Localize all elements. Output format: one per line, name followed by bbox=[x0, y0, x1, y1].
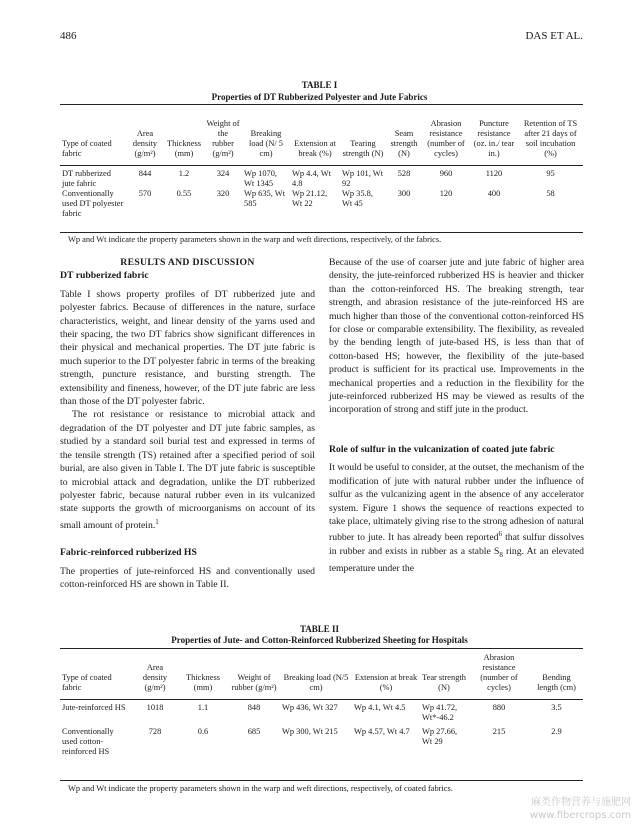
table2-cell: Wp 4.57, Wt 4.7 bbox=[354, 727, 410, 736]
table2-label: TABLE II bbox=[299, 624, 340, 634]
table1-cell: 58 bbox=[546, 189, 555, 198]
table1-col-header: Area density (g/m²) bbox=[132, 129, 158, 158]
table1-col-header: Seam strength (N) bbox=[390, 129, 418, 158]
watermark-line-2: www.fibercrops.com bbox=[529, 810, 631, 821]
table1-cell: Wp 21.12, Wt 22 bbox=[292, 189, 328, 208]
table2-cell: 728 bbox=[148, 727, 162, 736]
table1-cell: 95 bbox=[546, 169, 555, 178]
table1-cell: 1120 bbox=[485, 169, 503, 178]
subheading-sulfur: Role of sulfur in the vulcanization of coated jute fabric bbox=[329, 443, 555, 455]
subheading-dt-fabric: DT rubberized fabric bbox=[60, 270, 149, 282]
table1-bottom-rule bbox=[60, 232, 583, 233]
table1 bbox=[60, 106, 583, 219]
table1-cell: Conventionally used DT polyester fabric bbox=[62, 189, 124, 218]
paragraph: Because of the use of coarser jute and jute fabric of higher area density, the jute-reinforced rubberized HS is heavier and thicker than the cotton-reinforced HS. The breaking strength, tear strength, and abrasion resistance of the jute-reinforced HS are much higher than those of the conventional cotton-reinforced HS for close or comparable extensibility. The flexibility, as revealed by the bending length of jute-based HS, is less than that of cotton-based HS; however, the flexibility of the jute-based product is sufficient for its practical use. Improvements in the mechanical properties and a reduction in the flexibility for the jute-reinforced rubberized HS may be viewed as results of the incorporation of strong and stiff jute in the product. bbox=[329, 257, 584, 416]
table1-title: Properties of DT Rubberized Polyester and Jute Fabrics bbox=[211, 92, 428, 102]
table2-top-rule bbox=[60, 648, 583, 649]
table2-cell: 1.1 bbox=[197, 703, 209, 712]
table2-cell: Wp 436, Wt 327 bbox=[282, 703, 338, 712]
table1-col-header: Retention of TS after 21 days of soil incubation (%) bbox=[523, 119, 578, 158]
right-column bbox=[329, 256, 584, 576]
table2-cell: Conventionally used cotton-reinforced HS bbox=[62, 727, 114, 756]
table2-col-header: Extension at break (%) bbox=[354, 673, 418, 692]
table1-col-header: Weight of the rubber (g/m²) bbox=[206, 119, 240, 158]
table1-col-header: Tearing strength (N) bbox=[342, 139, 384, 158]
table2-col-header: Thickness (mm) bbox=[186, 673, 220, 692]
section-heading: RESULTS AND DISCUSSION bbox=[120, 257, 255, 268]
table2-col-header: Area density (g/m²) bbox=[142, 663, 168, 692]
table2-cell: 215 bbox=[492, 727, 506, 736]
table1-cell: 120 bbox=[439, 189, 453, 198]
table1-cell: 300 bbox=[397, 189, 411, 198]
table2-col-header: Tear strength (N) bbox=[422, 673, 466, 692]
table1-cell: Wp 1070, Wt 1345 bbox=[244, 169, 278, 188]
table2 bbox=[60, 650, 583, 757]
table1-cell: 960 bbox=[439, 169, 453, 178]
table2-col-header: Bending length (cm) bbox=[537, 673, 576, 692]
table-row bbox=[60, 166, 583, 190]
table1-cell: Wp 101, Wt 92 bbox=[342, 169, 384, 188]
table2-cell: Wp 41.72, Wt*-46.2 bbox=[422, 703, 458, 722]
table-row bbox=[60, 700, 583, 724]
table2-col-header: Breaking load (N/5 cm) bbox=[283, 673, 349, 692]
table1-col-header: Type of coated fabric bbox=[62, 139, 112, 158]
table2-cell: Jute-reinforced HS bbox=[62, 703, 126, 712]
table1-cell: DT rubberized jute fabric bbox=[62, 169, 111, 188]
left-column bbox=[60, 256, 315, 592]
table2-cell: 685 bbox=[247, 727, 261, 736]
table2-cell: 1018 bbox=[146, 703, 164, 712]
table1-col-header: Thickness (mm) bbox=[167, 139, 201, 158]
table2-cell: 848 bbox=[247, 703, 261, 712]
table2-cell: 880 bbox=[492, 703, 506, 712]
table1-col-header: Abrasion resistance (number of cycles) bbox=[427, 119, 465, 158]
table1-cell: Wp 4.4, Wt 4.8 bbox=[292, 169, 331, 188]
watermark bbox=[530, 796, 631, 822]
table1-col-header: Extension at break (%) bbox=[294, 139, 336, 158]
table2-cell: Wp 300, Wt 215 bbox=[282, 727, 338, 736]
table2-cell: 0.6 bbox=[197, 727, 209, 736]
paragraph: The properties of jute-reinforced HS and conventionally used cotton-reinforced HS are shown in Table II. bbox=[60, 565, 315, 591]
table1-cell: Wp 35.8, Wt 45 bbox=[342, 189, 373, 208]
watermark-line-1: 麻类作物营养与施肥网 bbox=[531, 797, 631, 808]
table1-top-rule bbox=[60, 104, 583, 105]
table2-cell: 2.9 bbox=[551, 727, 562, 736]
page-number: 486 bbox=[60, 30, 77, 42]
table1-cell: 400 bbox=[487, 189, 501, 198]
table1-cell: 844 bbox=[138, 169, 152, 178]
table1-cell: 320 bbox=[216, 189, 230, 198]
table2-cell: 3.5 bbox=[551, 703, 562, 712]
table1-footnote: Wp and Wt indicate the property parameters shown in the warp and weft directions, respectively, of the fabrics. bbox=[68, 235, 442, 244]
paragraph: It would be useful to consider, at the outset, the mechanism of the modification of jute with natural rubber under the influence of sulfur as the vulcanizing agent in the absence of any accelerator system. Figure 1 shows the sequence of reactions expected to take place, ultimately giving rise to the strong adhesion of natural rubber to jute. It has already been reported$^6$ that sulfur dissolves in rubber and exists in rubber as a stable $S_8$ ring. At an elevated temperature under the bbox=[329, 462, 585, 575]
table1-cell: 324 bbox=[216, 169, 230, 178]
paragraph: Table I shows property profiles of DT rubberized jute and polyester fabrics. Because of differences in the nature, surface characteristics, weight, and linear density of the yarns used and their spacing, the two DT fabrics show significant differences in their physical and mechanical properties. The DT jute fabric is much superior to the DT polyester fabric in terms of the breaking strength, puncture resistance, and bursting strength. The extensibility and fineness, however, of the DT jute fabric are less than those of the DT polyester fabric. bbox=[60, 288, 315, 408]
table2-cell: Wp 27.66, Wt 29 bbox=[422, 727, 458, 746]
subheading-hs: Fabric-reinforced rubberized HS bbox=[60, 547, 197, 559]
table1-cell: 528 bbox=[397, 169, 411, 178]
table2-footnote: Wp and Wt indicate the property parameters shown in the warp and weft directions, respectively, of coated fabrics. bbox=[68, 784, 453, 793]
table1-col-header: Puncture resistance (oz. in./ tear in.) bbox=[473, 119, 515, 158]
table2-cell: Wp 4.1, Wt 4.5 bbox=[354, 703, 406, 712]
table1-label: TABLE I bbox=[301, 80, 338, 90]
running-head: DAS ET AL. bbox=[525, 30, 583, 42]
table2-col-header: Weight of rubber (g/m²) bbox=[231, 673, 277, 692]
table2-bottom-rule bbox=[60, 780, 583, 781]
table1-cell: Wp 635, Wt 585 bbox=[244, 189, 286, 208]
table2-col-header: Type of coated fabric bbox=[62, 673, 112, 692]
paragraph: The rot resistance or resistance to microbial attack and degradation of the DT polyester and DT jute fabric samples, as studied by a standard soil burial test and expressed in terms of the tensile strength (TS) retained after a specified period of soil burial, are also given in Table I. The DT jute fabric is susceptible to microbial attack and degradation, unlike the DT rubberized polyester fabric, because natural rubber even in its vulcanized state supports the growth of microorganisms on account of its small amount of protein.$^1$ bbox=[60, 409, 315, 531]
table2-col-header: Abrasion resistance (number of cycles) bbox=[480, 653, 518, 692]
table1-cell: 570 bbox=[138, 189, 152, 198]
table-row bbox=[60, 723, 583, 757]
table1-cell: 1.2 bbox=[178, 169, 190, 178]
table1-cell: 0.55 bbox=[176, 189, 192, 198]
table-row bbox=[60, 189, 583, 219]
table1-col-header: Breaking load (N/ 5 cm) bbox=[249, 129, 283, 158]
table2-title: Properties of Jute- and Cotton-Reinforced Rubberized Sheeting for Hospitals bbox=[171, 635, 468, 645]
